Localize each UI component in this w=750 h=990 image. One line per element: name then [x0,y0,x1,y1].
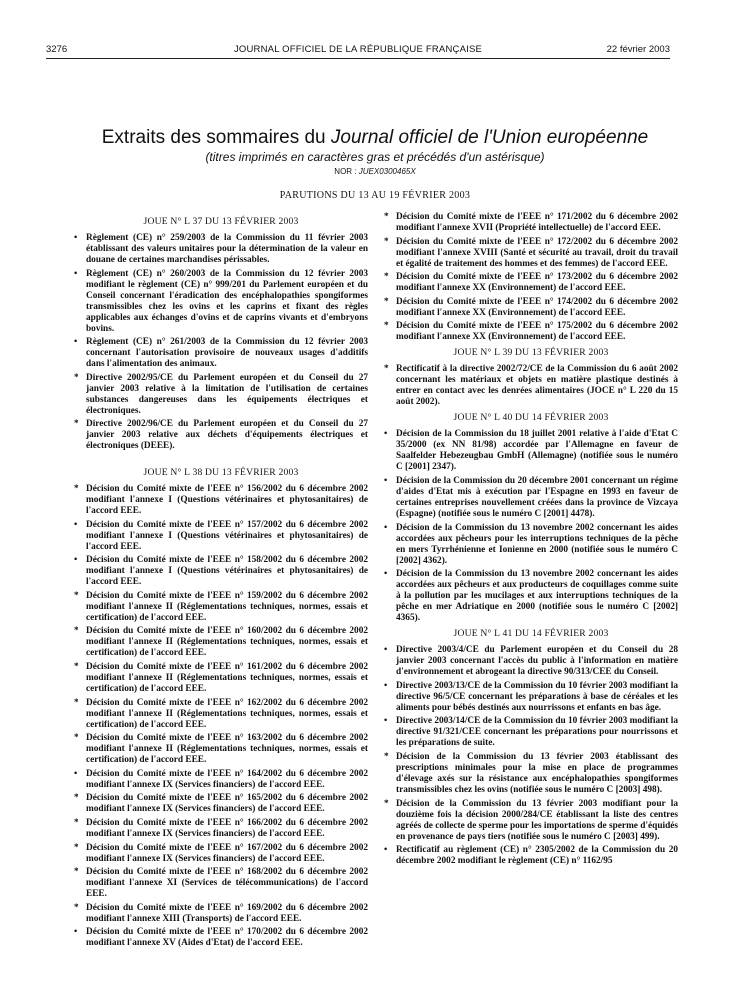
issue-date: 22 février 2003 [606,44,670,55]
list-item: • Règlement (CE) n° 260/2003 de la Commission du 12 février 2003 modifiant le règlement (CE) n° 999/201 du Parlement européen et du Conseil concernant l'éradication des encéphalopathies spongiformes transmissibles chez les ovins et les caprins et fixant des règles applicables aux échanges d'ovins et de caprins vivants et d'embryons bovins. [74,269,368,335]
list-item: * Décision du Comité mixte de l'EEE n° 175/2002 du 6 décembre 2002 modifiant l'annexe XX (Environnement) de l'accord EEE. [384,321,678,343]
nor-code: JUEX0300465X [358,167,416,176]
list-item: * Décision du Comité mixte de l'EEE n° 173/2002 du 6 décembre 2002 modifiant l'annexe XX (Environnement) de l'accord EEE. [384,272,678,294]
title-italic: Journal officiel de l'Union européenne [330,127,649,148]
list-item: * Décision du Comité mixte de l'EEE n° 165/2002 du 6 décembre 2002 modifiant l'annexe IX (Services financiers) de l'accord EEE. [74,793,368,815]
list-item: • Directive 2003/14/CE de la Commission du 10 février 2003 modifiant la directive 91/321/CEE concernant les préparations pour nourrissons et les préparations de suite. [384,716,678,749]
list-item: * Décision de la Commission du 13 février 2003 établissant des prescriptions minimales pour la mise en place de programmes d'élevage axés sur la résistance aux encéphalopathies spongiformes transmissibles chez les ovins (notifiée sous le numéro C [2003] 498). [384,752,678,796]
section-heading: JOUE N° L 41 DU 14 FÉVRIER 2003 [453,628,609,640]
list-item: * Décision du Comité mixte de l'EEE n° 160/2002 du 6 décembre 2002 modifiant l'annexe II (Réglementations techniques, normes, essais et certification) de l'accord EEE. [74,626,368,659]
list-item: * Décision du Comité mixte de l'EEE n° 174/2002 du 6 décembre 2002 modifiant l'annexe XX (Environnement) de l'accord EEE. [384,297,678,319]
nor-reference [0,167,750,176]
list-item: • Décision de la Commission du 18 juillet 2001 relative à l'aide d'Etat C 35/2000 (ex NN 81/98) accordée par l'Allemagne en faveur de Saalfelder Hebezeugbau GmbH (Allemagne) (notifiée sous le numéro C [2001] 2347). [384,429,678,473]
section-heading: JOUE N° L 39 DU 13 FÉVRIER 2003 [453,347,609,359]
list-item: • Décision de la Commission du 13 novembre 2002 concernant les aides accordées aux pêcheurs et aux producteurs de coquillages comme suite à la pollution par les mucilages et aux interruptions techniques de la pêche en mer Adriatique en 2000 (notifiée sous le numéro C [2002] 4365). [384,569,678,624]
list-item: * Décision du Comité mixte de l'EEE n° 172/2002 du 6 décembre 2002 modifiant l'annexe XVIII (Santé et sécurité au travail, droit du travail et égalité de traitement des hommes et des femmes) de l'accord EEE. [384,237,678,270]
list-item: • Décision du Comité mixte de l'EEE n° 170/2002 du 6 décembre 2002 modifiant l'annexe XV (Aides d'Etat) de l'accord EEE. [74,927,368,949]
title-prefix: Extraits des sommaires du [101,127,331,148]
section-heading: JOUE N° L 38 DU 13 FÉVRIER 2003 [143,466,299,478]
list-item: * Décision de la Commission du 13 février 2003 modifiant pour la douzième fois la décision 2000/284/CE établissant la liste des centres agréés de collecte de sperme pour les importations de sperme d'équidés en provenance de pays tiers (notifiée sous le numéro C [2003] 499). [384,799,678,843]
list-item: * Décision du Comité mixte de l'EEE n° 161/2002 du 6 décembre 2002 modifiant l'annexe II (Réglementations techniques, normes, essais et certification) de l'accord EEE. [74,662,368,695]
list-item: • Décision du Comité mixte de l'EEE n° 157/2002 du 6 décembre 2002 modifiant l'annexe I (Questions vétérinaires et phytosanitaires) de l'accord EEE. [74,520,368,553]
list-item: • Règlement (CE) n° 261/2003 de la Commission du 12 février 2003 concernant l'autorisation provisoire de nouveaux usages d'additifs dans l'alimentation des animaux. [74,337,368,370]
section-heading: JOUE N° L 40 DU 14 FÉVRIER 2003 [453,412,609,424]
list-item: * Décision du Comité mixte de l'EEE n° 168/2002 du 6 décembre 2002 modifiant l'annexe XI (Services de télécommunications) de l'accord EEE. [74,867,368,900]
list-item: • Rectificatif au règlement (CE) n° 2305/2002 de la Commission du 20 décembre 2002 modifiant le règlement (CE) n° 1162/95 [384,845,678,867]
list-item: • Directive 2003/13/CE de la Commission du 10 février 2003 modifiant la directive 96/5/CE concernant les préparations à base de céréales et les aliments pour bébés destinés aux nourrissons et enfants en bas âge. [384,681,678,714]
list-item: * Décision du Comité mixte de l'EEE n° 159/2002 du 6 décembre 2002 modifiant l'annexe II (Réglementations techniques, normes, essais et certification) de l'accord EEE. [74,591,368,624]
list-item: • Décision du Comité mixte de l'EEE n° 164/2002 du 6 décembre 2002 modifiant l'annexe IX (Services financiers) de l'accord EEE. [74,769,368,791]
section-heading: JOUE N° L 37 DU 13 FÉVRIER 2003 [143,216,299,227]
parutions-heading: PARUTIONS DU 13 AU 19 FÉVRIER 2003 [279,190,471,201]
list-item: • Décision de la Commission du 20 décembre 2001 concernant un régime d'aides d'Etat mis à exécution par l'Espagne en 1993 en faveur de certaines entreprises nouvellement créées dans la province de Vizcaya (Espagne) (notifiée sous le numéro C [2001] 4478). [384,476,678,520]
list-item: * Directive 2002/96/CE du Parlement européen et du Conseil du 27 janvier 2003 relative aux déchets d'équipements électriques et électroniques (DEEE). [74,419,368,452]
list-item: • Décision de la Commission du 13 novembre 2002 concernant les aides accordées aux pêcheurs pour les interruptions techniques de la pêche en mers Tyrrhénienne et Ionienne en 2000 (notifiée sous le numéro C [2002] 4362). [384,523,678,567]
list-item: * Décision du Comité mixte de l'EEE n° 162/2002 du 6 décembre 2002 modifiant l'annexe II (Réglementations techniques, normes, essais et certification) de l'accord EEE. [74,698,368,731]
list-item: * Décision du Comité mixte de l'EEE n° 169/2002 du 6 décembre 2002 modifiant l'annexe XIII (Transports) de l'accord EEE. [74,903,368,925]
journal-title: JOURNAL OFFICIEL DE LA RÉPUBLIQUE FRANÇAISE [233,44,483,55]
page-header [46,44,670,58]
nor-label: NOR : [334,167,359,176]
list-item: * Directive 2002/95/CE du Parlement européen et du Conseil du 27 janvier 2003 relative à la limitation de l'utilisation de certaines substances dangereuses dans les équipements électriques et électroniques. [74,373,368,417]
list-item: * Décision du Comité mixte de l'EEE n° 167/2002 du 6 décembre 2002 modifiant l'annexe IX (Services financiers) de l'accord EEE. [74,843,368,865]
list-item: * Décision du Comité mixte de l'EEE n° 166/2002 du 6 décembre 2002 modifiant l'annexe IX (Services financiers) de l'accord EEE. [74,818,368,840]
list-item: * Rectificatif à la directive 2002/72/CE de la Commission du 6 août 2002 concernant les matériaux et objets en matière plastique destinés à entrer en contact avec les denrées alimentaires (JOCE n° L 220 du 15 août 2002). [384,364,678,408]
page-number: 3276 [46,44,68,55]
list-item: • Décision du Comité mixte de l'EEE n° 158/2002 du 6 décembre 2002 modifiant l'annexe I (Questions vétérinaires et phytosanitaires) de l'accord EEE. [74,555,368,588]
page-subtitle: (titres imprimés en caractères gras et précédés d'un astérisque) [205,150,545,164]
list-item: * Décision du Comité mixte de l'EEE n° 156/2002 du 6 décembre 2002 modifiant l'annexe I (Questions vétérinaires et phytosanitaires) de l'accord EEE. [74,484,368,517]
left-column [74,212,368,952]
page-title [0,126,750,149]
list-item: • Règlement (CE) n° 259/2003 de la Commission du 11 février 2003 établissant des valeurs unitaires pour la détermination de la valeur en douane de certaines marchandises périssables. [74,233,368,266]
list-item: * Décision du Comité mixte de l'EEE n° 171/2002 du 6 décembre 2002 modifiant l'annexe XVII (Propriété intellectuelle) de l'accord EEE. [384,212,678,234]
right-column [384,212,678,870]
list-item: • Directive 2003/4/CE du Parlement européen et du Conseil du 28 janvier 2003 concernant l'accès du public à l'information en matière d'environnement et abrogeant la directive 90/313/CEE du Conseil. [384,645,678,678]
header-rule [46,58,670,59]
list-item: * Décision du Comité mixte de l'EEE n° 163/2002 du 6 décembre 2002 modifiant l'annexe II (Réglementations techniques, normes, essais et certification) de l'accord EEE. [74,733,368,766]
